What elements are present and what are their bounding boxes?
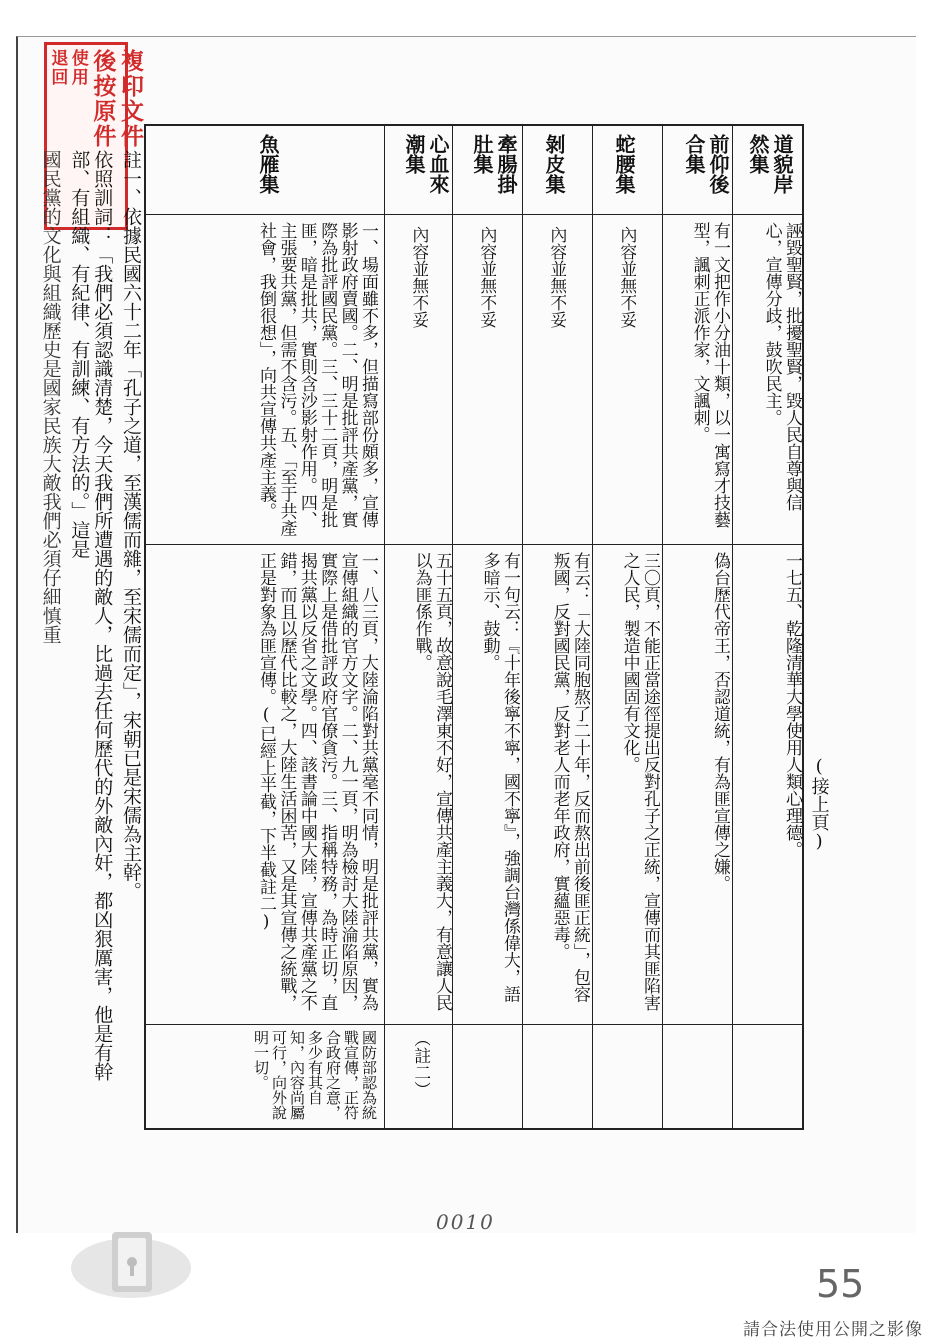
title-6: 心血來潮集	[402, 134, 450, 194]
note-ref-2: （註二）	[410, 1030, 431, 1098]
remark-2: 偽台歷代帝王，否認道統，有為匪宣傳之嫌。	[710, 552, 730, 892]
content-divider	[146, 544, 802, 545]
archive-logo-icon	[66, 1218, 196, 1304]
footer-notice: 請合法使用公開之影像	[743, 1320, 923, 1340]
continued-label: (接上頁)	[808, 756, 830, 852]
page-number: 0010	[436, 1210, 495, 1234]
note-line-1: 註一、依據民國六十二年「孔子之道，至漢儒而雜，至宋儒而定」，宋朝已是宋儒為主幹。	[120, 150, 142, 901]
content-7: 一、場面雖不多，但描寫部份頗多，宣傳影射政府賣國。二、明是批評共產黨，實際為批評國民黨。三、三十二頁，明是批匪，暗是批共，實則含沙影射作用。四、主張要共黨，但需不含污。五、「至于共產社會，我倒很想」，向共宣傳共產主義。	[256, 222, 378, 537]
remark-7: 一、八三頁，大陸淪陷對共黨毫不同情，明是批評共黨，實為宣傳組織的官方文字。二、九一頁，明為檢討大陸淪陷原因，實際上是借批評政府官僚貪污。三、指稱特務，為時正切，直揭共黨以反省之文學。四、該書論中國大陸，宣傳共產黨之不錯，而且以歷代比較之，大陸生活困苦，又是其宣傳之統戰，正是對象為匪宣傳。(已經上半截，下半截註二)	[256, 552, 378, 1011]
stamp-line-4: 退回	[47, 49, 68, 87]
title-3: 蛇腰集	[612, 134, 636, 194]
censorship-table	[144, 124, 804, 1130]
remark-4: 有云：「大陸同胞熬了二十年，反而熬出前後匪正統」，包容叛國，反對國民黨，反對老人而老年政府，實蘊惡毒。	[549, 552, 590, 1003]
remark-6: 五十五頁，故意說毛澤東不好，宣傳共產主義大，有意讓人民以為匪係作戰。	[411, 552, 452, 1011]
content-3: 內容並無不妥	[616, 226, 637, 328]
stamp-line-2: 後按原件	[89, 49, 116, 149]
title-1: 道貌岸然集	[746, 134, 794, 194]
title-4: 剝皮集	[542, 134, 566, 194]
remark-3: 三〇頁，不能正當途徑提出反對孔子之正統，宣傳而其匪陷害之人民，製造中國固有文化。	[619, 552, 660, 1011]
remark-5: 有一句云：『十年後寧不寧，國不寧』，強調台灣係偉大，語多暗示、鼓動。	[479, 552, 520, 1003]
stamp-line-1: 複印文件	[116, 49, 143, 149]
remark-divider	[146, 1024, 802, 1025]
content-5: 內容並無不妥	[476, 226, 497, 328]
note-margin-text: 國民黨的文化與組織歷史是國家民族大敵我們必須仔細慎重	[39, 150, 62, 644]
content-4: 內容並無不妥	[546, 226, 567, 328]
content-2: 有一文把作小分油十類，以一寓寫才技藝型，諷刺正派作家，文諷刺。	[689, 222, 730, 528]
notes-column	[24, 150, 142, 1110]
extra-7: 國防部認為統戰宣傳，正符合政府之意，多少有其自知，內容尚屬可行，向外說明一切。	[252, 1030, 378, 1120]
remark-1: 一七五、乾隆清華大學使用人類心理德。	[782, 552, 802, 858]
content-1: 誣毀聖賢，批擾聖賢，毀人民自尊與信心，宣傳分歧，鼓吹民主。	[761, 222, 802, 511]
title-5: 牽腸掛肚集	[470, 134, 518, 194]
content-6: 內容並無不妥	[408, 226, 429, 328]
handwritten-number: 55	[816, 1262, 865, 1306]
header-divider	[146, 214, 802, 215]
stamp-line-3: 使用	[67, 49, 88, 87]
note-line-2: 依照訓詞：「我們必須認識清楚，今天我們所遭遇的敵人，比過去任何歷代的外敵內奸，都凶狠厲害，他是有幹部、有組織、有紀律、有訓練、有方法的。」這是	[68, 150, 114, 1081]
title-7: 魚雁集	[256, 134, 280, 194]
title-2: 前仰後合集	[682, 134, 730, 194]
